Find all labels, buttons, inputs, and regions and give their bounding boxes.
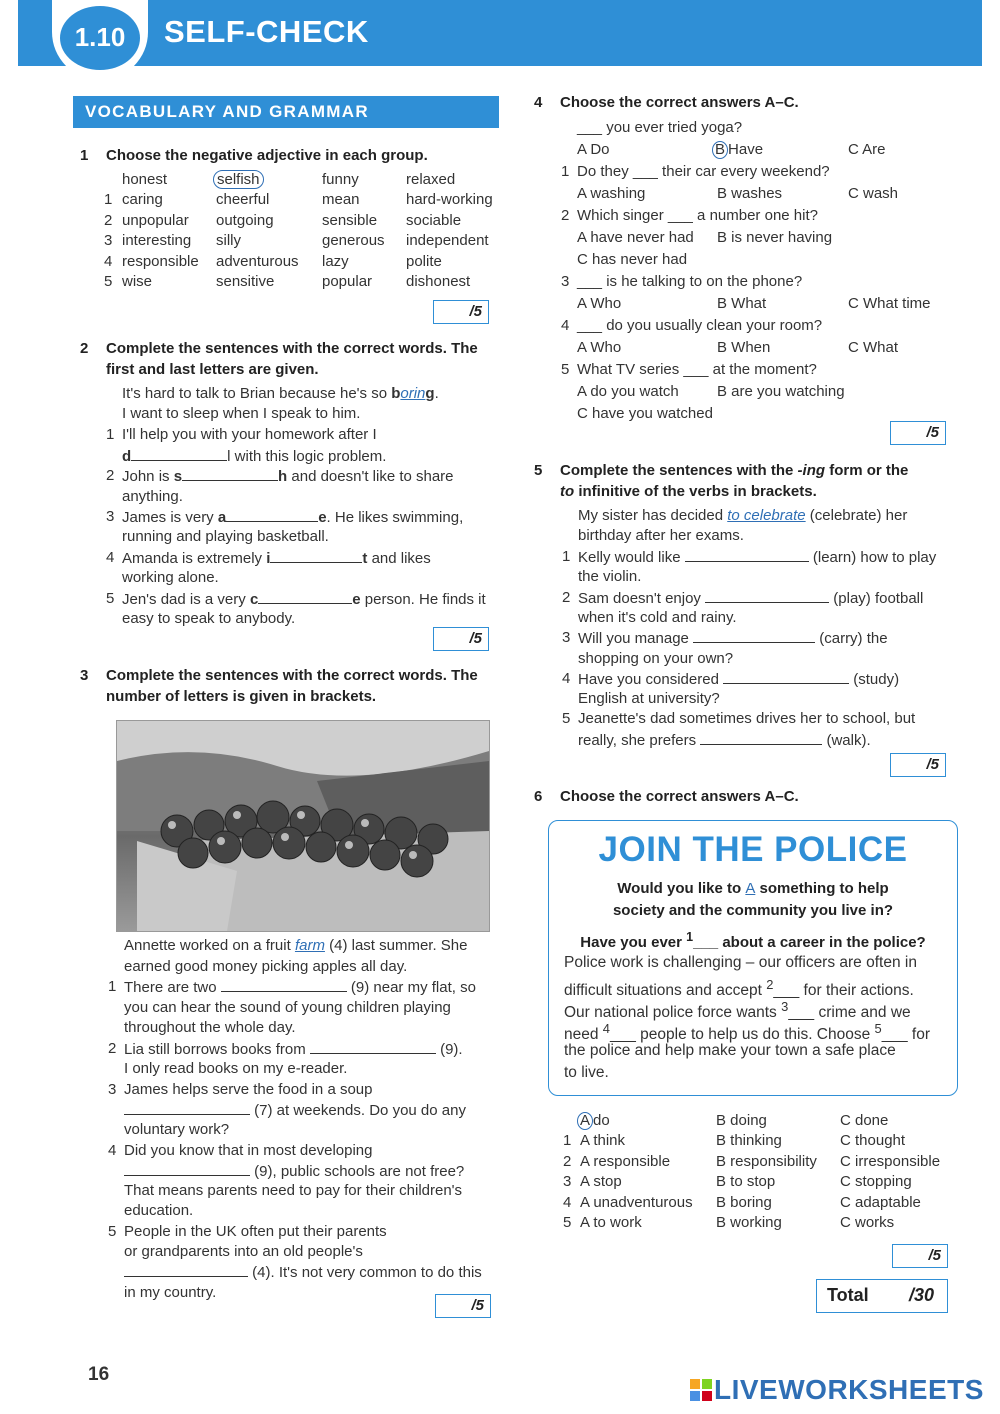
q5-instruction-to: to	[560, 483, 575, 500]
q4-option-a[interactable]: A do you watch	[577, 383, 679, 400]
q1-row-number: 1	[104, 191, 113, 209]
q1-word-option[interactable]: sensitive	[216, 273, 275, 290]
q3-item-4-blank[interactable]	[124, 1161, 250, 1176]
q2-item-3-text: James is very	[122, 509, 218, 526]
q2-item-1-first: d	[122, 448, 132, 465]
q3-item-1-line3: throughout the whole day.	[124, 1019, 296, 1036]
q1-word-option[interactable]: lazy	[322, 252, 349, 270]
q3-item-4-line4: education.	[124, 1202, 194, 1219]
q3-item-1-rest: (9) near my flat, so	[346, 979, 476, 996]
q6-option-c[interactable]: C adaptable	[840, 1193, 921, 1211]
q2-example-last: g	[425, 385, 435, 402]
q5-instruction-c: form or the	[825, 462, 909, 479]
q4-option-a[interactable]: A Who	[577, 339, 622, 356]
q3-item-5-line2: or grandparents into an old people's	[124, 1243, 363, 1260]
q3-item-3-blank[interactable]	[124, 1100, 250, 1115]
total-score-box[interactable]	[816, 1279, 948, 1313]
q1-score-box[interactable]: /5	[433, 300, 489, 324]
q5-score-box[interactable]: /5	[890, 753, 946, 777]
q2-item-3-blank[interactable]	[226, 507, 318, 522]
q4-item-question: ___ do you usually clean your room?	[577, 317, 823, 334]
q6-option-a[interactable]: A stop	[580, 1173, 622, 1191]
q4-score-box[interactable]: /5	[890, 421, 946, 445]
q2-heading	[80, 338, 500, 380]
q5-item-5-blank[interactable]	[700, 730, 822, 745]
q5-item-2-rest: (play) football	[829, 590, 924, 607]
q6-option-b[interactable]: B responsibility	[716, 1152, 817, 1170]
q1-word-option[interactable]: polite	[406, 252, 442, 270]
q3-item-5-rest: (4). It's not very common to do this	[248, 1264, 482, 1281]
ad-gap-1: 1	[686, 930, 694, 944]
q3-item-2-rest: (9).	[435, 1041, 463, 1058]
q6-option-a-text: do	[593, 1112, 610, 1129]
q5-number: 5	[534, 462, 543, 479]
q1-word-option[interactable]: unpopular	[122, 211, 189, 229]
ad-line-3-rest: ___ about a career in the police?	[693, 934, 926, 951]
ad-line-1	[548, 878, 958, 900]
q5-example-answer: to celebrate	[727, 507, 806, 524]
q3-item-4-line: Did you know that in most developing	[124, 1142, 373, 1159]
q4-option-a[interactable]: A washing	[577, 185, 646, 202]
q4-item-question: What TV series ___ at the moment?	[577, 361, 817, 378]
ad-para-1: Police work is challenging – our officers are often in	[564, 954, 917, 971]
q5-item-2-num: 2	[562, 589, 571, 606]
q2-item-5-text: Jen's dad is a very	[122, 591, 250, 608]
q3-item-3-num: 3	[108, 1081, 117, 1098]
q3-number: 3	[80, 667, 89, 684]
q1-word-option[interactable]: dishonest	[406, 273, 471, 290]
q4-example-option-b	[712, 140, 763, 160]
q1-number: 1	[80, 147, 89, 164]
ad-line-3	[548, 926, 958, 954]
section-title: VOCABULARY AND GRAMMAR	[73, 96, 499, 128]
q6-option-c[interactable]: C done	[840, 1112, 889, 1129]
q4-item-question: Do they ___ their car every weekend?	[577, 163, 830, 180]
q6-option-c[interactable]: C thought	[840, 1132, 906, 1150]
q3-item-2-blank[interactable]	[310, 1039, 436, 1054]
q2-item-5-blank[interactable]	[258, 589, 352, 604]
q6-option-c[interactable]: C stopping	[840, 1173, 912, 1191]
q1-heading	[80, 145, 500, 166]
q3-score-box[interactable]: /5	[435, 1294, 491, 1318]
q2-item-4-last: t	[362, 550, 368, 567]
q3-item-4-line3: That means parents need to pay for their children's	[124, 1182, 463, 1199]
q4-heading	[534, 92, 964, 113]
q2-item-3-last: e	[318, 509, 327, 526]
q1-word-option[interactable]: generous	[322, 232, 385, 250]
q4-instruction: Choose the correct answers A–C.	[560, 94, 799, 111]
q3-item-5-line3	[124, 1262, 482, 1283]
apples-illustration	[117, 721, 489, 931]
header-bar	[18, 0, 982, 66]
q4-option-c[interactable]: C wash	[848, 185, 899, 202]
q3-item-4-num: 4	[108, 1142, 117, 1159]
ad-para-3-text: Our national police force wants	[564, 1004, 782, 1022]
brand-name: LIVEWORKSHEETS	[714, 1374, 984, 1405]
q5-item-5-line2	[578, 730, 871, 751]
q6-option-number: 5	[563, 1214, 572, 1231]
q2-item-2-line	[122, 466, 454, 487]
ad-example-answer: A	[745, 880, 756, 897]
q4-example-option-b-text: Have	[728, 141, 764, 158]
ad-line-2: society and the community you live in?	[612, 902, 894, 919]
q6-example-selected-circle: A	[577, 1112, 593, 1130]
q6-heading	[534, 786, 964, 807]
ad-para-2-rest: ___ for their actions.	[773, 982, 914, 1000]
q5-item-1-rest: (learn) how to play	[808, 549, 937, 566]
q6-option-number: 3	[563, 1173, 572, 1191]
q2-example	[122, 384, 439, 404]
q1-word-option[interactable]	[213, 170, 264, 190]
q4-item-number: 2	[561, 207, 570, 224]
q2-item-5-line2: easy to speak to anybody.	[122, 610, 296, 627]
q6-option-b[interactable]: B doing	[716, 1112, 767, 1129]
q5-item-1-blank[interactable]	[685, 547, 809, 562]
ad-line-3-text: Have you ever	[580, 934, 687, 951]
q3-instruction: Complete the sentences with the correct words. The number of letters is given in brackets.	[106, 667, 478, 705]
q6-number: 6	[534, 788, 543, 805]
q1-word-option[interactable]: outgoing	[216, 211, 274, 229]
q2-item-1-num: 1	[106, 426, 115, 443]
q6-option-c[interactable]: C irresponsible	[840, 1152, 941, 1170]
q1-word-option[interactable]: sensible	[322, 211, 378, 229]
q5-item-4-blank[interactable]	[723, 669, 849, 684]
ad-para-4-mid: ___ people to help us do this. Choose	[609, 1026, 875, 1044]
q2-item-4-line2: working alone.	[122, 569, 219, 586]
q5-item-3-blank[interactable]	[693, 628, 815, 643]
q1-word-option[interactable]: sociable	[406, 211, 462, 229]
q2-item-5-num: 5	[106, 590, 115, 607]
q2-item-4-text: Amanda is extremely	[122, 550, 267, 567]
q5-item-4-num: 4	[562, 670, 571, 687]
ad-gap-3: 3	[781, 999, 789, 1014]
total-label: Total	[827, 1285, 869, 1305]
ad-gap-4: 4	[602, 1021, 610, 1036]
q3-item-3-line3: voluntary work?	[124, 1121, 230, 1138]
ad-gap-2: 2	[766, 977, 774, 992]
q3-example-text: Annette worked on a fruit	[124, 937, 295, 954]
q1-row-number: 3	[104, 232, 113, 250]
q5-item-4-line2: English at university?	[578, 690, 720, 707]
ad-para-6: to live.	[564, 1064, 609, 1081]
q3-item-3-rest: (7) at weekends. Do you do any	[250, 1102, 466, 1119]
q4-item-number: 5	[561, 361, 570, 378]
q4-option-b[interactable]: B When	[717, 339, 771, 356]
q3-example	[124, 936, 467, 956]
q5-item-2-line2: when it's cold and rainy.	[578, 609, 737, 626]
q3-item-4-rest: (9), public schools are not free?	[250, 1163, 465, 1180]
q5-example-rest: (celebrate) her	[805, 507, 908, 524]
q5-item-3-line2: shopping on your own?	[578, 650, 734, 667]
brand-footer	[690, 1374, 984, 1406]
q2-example-end: .	[434, 385, 439, 402]
q2-example-answer: orin	[400, 385, 426, 402]
q6-option-a[interactable]: A to work	[580, 1214, 642, 1231]
q2-item-2-blank[interactable]	[182, 466, 278, 481]
q4-item-question: Which singer ___ a number one hit?	[577, 207, 818, 224]
q5-example-text: My sister has decided	[578, 507, 728, 524]
ad-para-2-text: difficult situations and accept	[564, 982, 767, 1000]
q5-item-1-line	[578, 547, 936, 568]
page-title: SELF-CHECK	[164, 14, 369, 49]
q6-option-a[interactable]: A unadventurous	[580, 1193, 693, 1211]
page-number: 16	[88, 1364, 110, 1385]
ad-para-5: the police and help make your town a safe place	[564, 1042, 896, 1059]
q1-word-option[interactable]: wise	[122, 273, 153, 290]
q5-example	[578, 506, 907, 526]
q3-item-2-line2: I only read books on my e-reader.	[124, 1060, 348, 1077]
q2-number: 2	[80, 340, 89, 357]
q2-item-2-line2: anything.	[122, 488, 183, 505]
q2-item-2-rest: and doesn't like to share	[287, 468, 454, 485]
q3-item-2-num: 2	[108, 1040, 117, 1057]
q1-word-option[interactable]: responsible	[122, 252, 199, 270]
q2-score-box[interactable]: /5	[433, 627, 489, 651]
q3-item-1-text: There are two	[124, 979, 221, 996]
q4-option-a[interactable]: A have never had	[577, 229, 694, 246]
q6-option-b[interactable]: B working	[716, 1214, 782, 1231]
q2-item-2-text: John is	[122, 468, 174, 485]
q1-word-option[interactable]: mean	[322, 191, 360, 209]
q2-item-4-blank[interactable]	[270, 548, 362, 563]
q2-item-3-line2: running and playing basketball.	[122, 528, 329, 545]
q2-item-3-rest: . He likes swimming,	[326, 509, 464, 526]
q4-option-b[interactable]: B washes	[717, 185, 783, 202]
q2-item-4-line	[122, 548, 431, 569]
q6-option-number: 4	[563, 1193, 572, 1211]
q1-word-option[interactable]: funny	[322, 171, 359, 188]
q4-option-b[interactable]: B is never having	[717, 229, 833, 246]
q5-item-2-line	[578, 588, 923, 609]
q1-word-option[interactable]: adventurous	[216, 252, 299, 270]
q6-option-b[interactable]: B thinking	[716, 1132, 782, 1150]
q1-word-option[interactable]: relaxed	[406, 171, 456, 188]
ad-gap-5: 5	[874, 1021, 882, 1036]
q5-item-4-rest: (study)	[849, 671, 900, 688]
ad-line-1-rest: something to help	[755, 880, 889, 897]
q5-item-2-blank[interactable]	[705, 588, 829, 603]
q6-option-c[interactable]: C works	[840, 1214, 895, 1231]
q1-word-option[interactable]: popular	[322, 273, 373, 290]
q2-item-3-first: a	[217, 509, 227, 526]
q2-item-3-num: 3	[106, 508, 115, 525]
q3-example-rest: (4) last summer. She	[324, 937, 468, 954]
q5-example-line2: birthday after her exams.	[578, 527, 744, 544]
q2-item-4-first: i	[266, 550, 271, 567]
q5-item-3-rest: (carry) the	[815, 630, 888, 647]
q6-option-number: 1	[563, 1132, 572, 1150]
q1-row-number: 5	[104, 273, 113, 290]
ad-para-3-rest: ___ crime and we	[788, 1004, 911, 1022]
q4-option-b[interactable]: B are you watching	[717, 383, 845, 400]
q5-item-5-rest: (walk).	[822, 732, 871, 749]
lesson-badge: 1.10	[60, 6, 140, 70]
q2-item-4-num: 4	[106, 549, 115, 566]
q3-item-3-line: James helps serve the food in a soup	[124, 1081, 373, 1098]
liveworksheets-logo-icon	[690, 1376, 712, 1398]
q5-item-1-text: Kelly would like	[578, 549, 685, 566]
q3-item-4-line2	[124, 1161, 464, 1182]
q4-example-selected-circle: B	[712, 141, 728, 159]
q2-example-line2: I want to sleep when I speak to him.	[122, 405, 361, 422]
q2-example-text: It's hard to talk to Brian because he's so	[122, 385, 392, 402]
q6-option-a[interactable]	[577, 1111, 610, 1131]
q3-item-1-line2: you can hear the sound of young children playing	[124, 999, 451, 1016]
q5-item-4-line	[578, 669, 899, 690]
q3-item-2-text: Lia still borrows books from	[124, 1041, 310, 1058]
q2-item-2-last: h	[278, 468, 288, 485]
q2-item-5-rest: person. He finds it	[360, 591, 486, 608]
q2-item-1-line2	[122, 446, 386, 467]
q5-instruction-a: Complete the sentences with the	[560, 462, 798, 479]
q1-instruction: Choose the negative adjective in each group.	[106, 147, 428, 164]
q4-item-number: 3	[561, 273, 570, 290]
q4-option-a[interactable]: A Who	[577, 295, 622, 312]
ad-title: JOIN THE POLICE	[598, 830, 908, 869]
q3-item-5-num: 5	[108, 1223, 117, 1240]
q5-item-3-line	[578, 628, 888, 649]
q3-item-5-line: People in the UK often put their parents	[124, 1223, 387, 1240]
q1-word-option[interactable]: honest	[122, 171, 168, 188]
q4-example-question: ___ you ever tried yoga?	[577, 119, 743, 136]
q2-item-5-last: e	[352, 591, 361, 608]
q3-item-5-blank[interactable]	[124, 1262, 248, 1277]
q4-option-b[interactable]: B What	[717, 295, 767, 312]
q1-row-number: 2	[104, 211, 113, 229]
q6-option-number: 2	[563, 1152, 572, 1170]
q3-item-3-line2	[124, 1100, 466, 1121]
q5-item-5-num: 5	[562, 710, 571, 727]
q2-item-2-num: 2	[106, 467, 115, 484]
q5-item-1-num: 1	[562, 548, 571, 565]
q1-word-option[interactable]: caring	[122, 191, 163, 209]
q4-example-option-c: C Are	[848, 141, 886, 158]
q6-option-b[interactable]: B to stop	[716, 1173, 776, 1191]
ad-line-1-text: Would you like to	[617, 880, 746, 897]
q1-word-option[interactable]: independent	[406, 232, 489, 250]
q4-item-number: 1	[561, 163, 570, 180]
q1-word-option[interactable]: cheerful	[216, 191, 270, 209]
q5-item-3-num: 3	[562, 629, 571, 646]
q6-instruction: Choose the correct answers A–C.	[560, 788, 799, 805]
q5-item-1-line2: the violin.	[578, 568, 642, 585]
ad-para-4-rest: ___ for	[881, 1026, 930, 1044]
q4-item-question: ___ is he talking to on the phone?	[577, 273, 803, 290]
q4-option-c[interactable]: C What time	[848, 295, 931, 312]
q2-instruction: Complete the sentences with the correct words. The first and last letters are given.	[106, 340, 478, 378]
q6-option-b[interactable]: B boring	[716, 1193, 772, 1211]
q1-word-option[interactable]: hard-working	[406, 191, 493, 209]
q3-example-answer: farm	[294, 937, 325, 954]
total-value: /30	[909, 1285, 935, 1305]
q5-heading	[534, 460, 964, 502]
q2-item-1-blank[interactable]	[131, 446, 227, 461]
q4-option-c[interactable]: C What	[848, 339, 899, 356]
q1-row-number: 4	[104, 252, 113, 270]
q1-word-option[interactable]: silly	[216, 232, 241, 250]
q2-item-3-line	[122, 507, 463, 528]
q5-item-3-text: Will you manage	[578, 630, 694, 647]
q2-item-4-rest: and likes	[367, 550, 431, 567]
q6-option-a[interactable]: A responsible	[580, 1152, 671, 1170]
q5-instruction-e: infinitive of the verbs in brackets.	[574, 483, 817, 500]
q6-score-box[interactable]: /5	[892, 1244, 948, 1268]
q2-item-1-rest: l with this logic problem.	[227, 448, 387, 465]
q1-word-option[interactable]: interesting	[122, 232, 192, 250]
q5-item-5-text: really, she prefers	[578, 732, 701, 749]
q2-example-first: b	[391, 385, 401, 402]
q2-item-5-first: c	[249, 591, 259, 608]
q4-option-c[interactable]: C has never had	[577, 251, 688, 268]
q2-item-2-first: s	[173, 468, 183, 485]
q4-item-number: 4	[561, 317, 570, 334]
q5-instruction-ing: -ing	[797, 462, 826, 479]
q4-number: 4	[534, 94, 543, 111]
q3-item-1-num: 1	[108, 978, 117, 995]
q5-item-5-line: Jeanette's dad sometimes drives her to school, but	[578, 710, 916, 727]
q4-example-option-a: A Do	[577, 141, 610, 158]
q1-example-selected-word: selfish	[213, 170, 264, 189]
apples-crate-photo	[116, 720, 490, 932]
q2-item-1-text: I'll help you with your homework after I	[122, 426, 377, 443]
ad-para-4-text: need	[564, 1026, 603, 1044]
q3-item-5-line4: in my country.	[124, 1284, 217, 1301]
q6-option-a[interactable]: A think	[580, 1132, 626, 1150]
q2-item-5-line	[122, 589, 486, 610]
q4-option-c[interactable]: C have you watched	[577, 405, 713, 422]
q3-heading	[80, 665, 500, 707]
q5-item-2-text: Sam doesn't enjoy	[578, 590, 706, 607]
q5-item-4-text: Have you considered	[578, 671, 724, 688]
q3-item-1-line	[124, 977, 476, 998]
q3-example-line2: earned good money picking apples all day.	[124, 958, 408, 975]
q3-item-2-line	[124, 1039, 463, 1060]
q3-item-1-blank[interactable]	[221, 977, 347, 992]
